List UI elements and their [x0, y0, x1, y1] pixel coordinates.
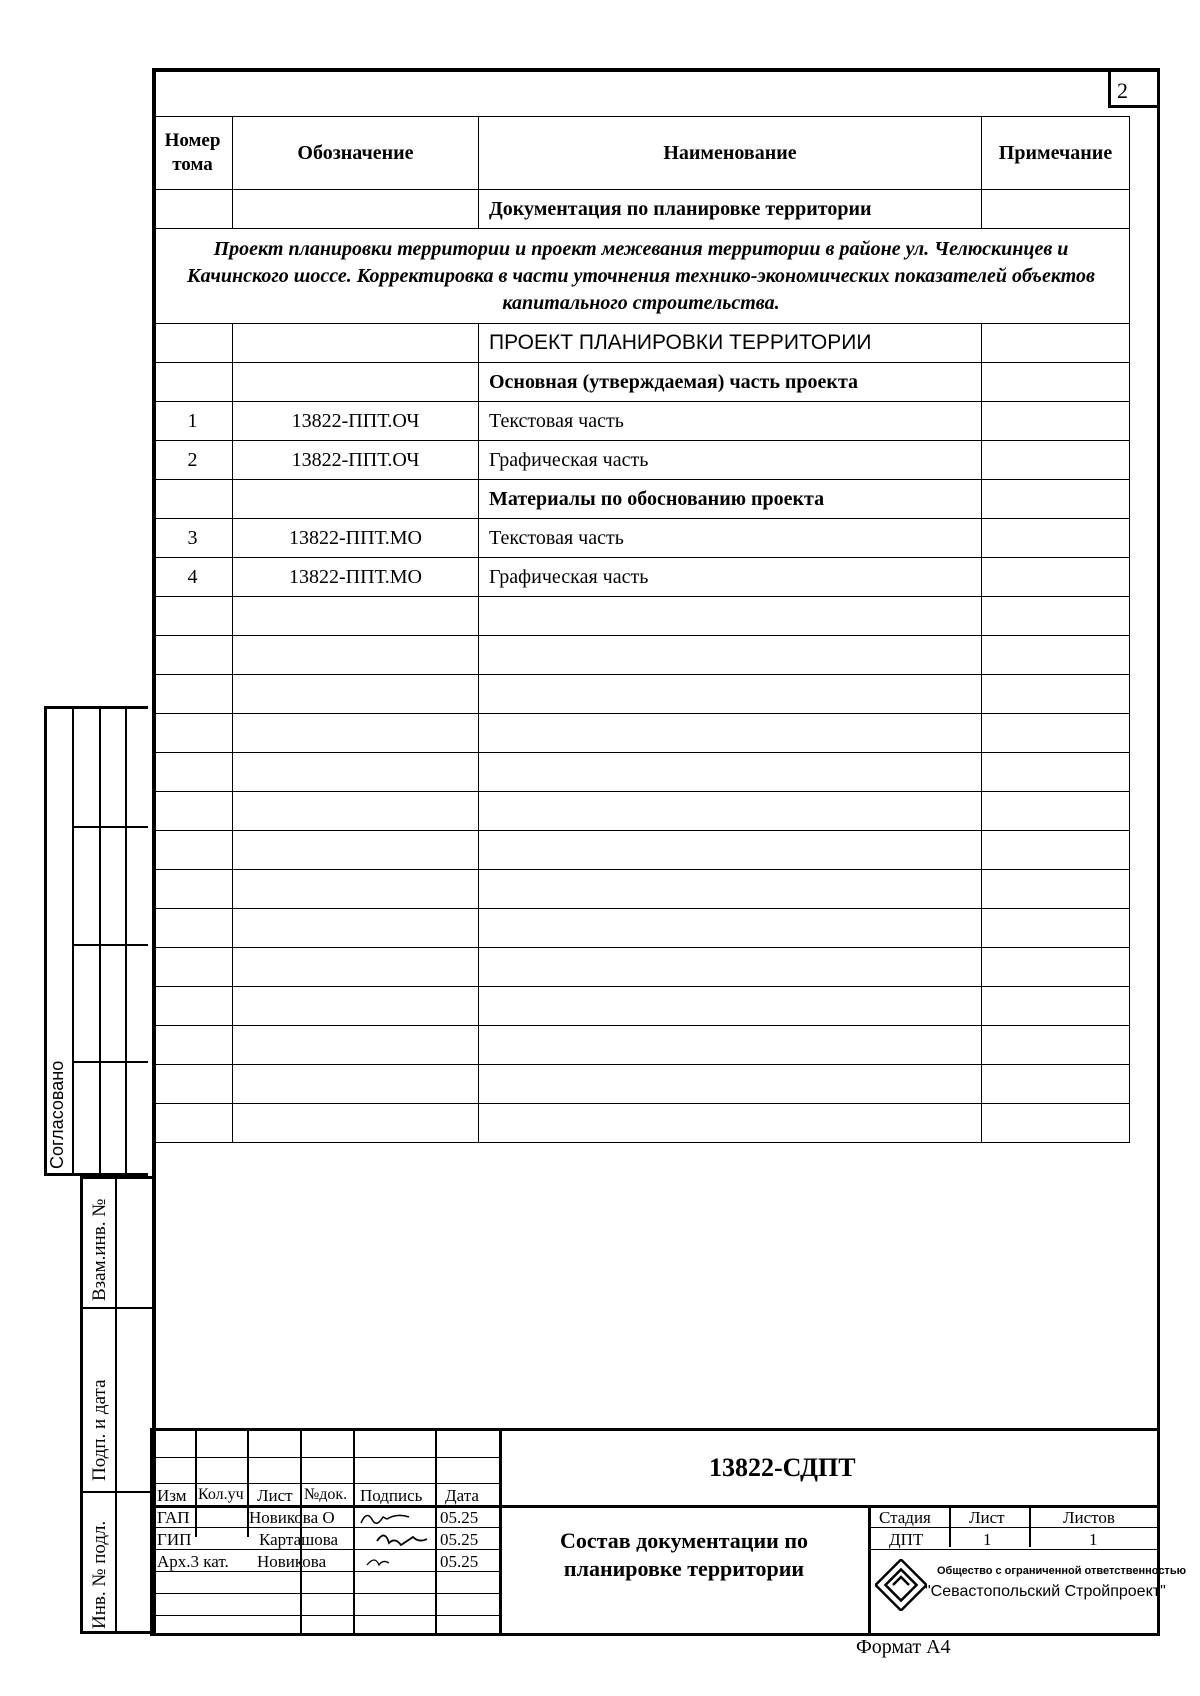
col-doc: №док. [304, 1486, 348, 1503]
empty-cell [982, 1065, 1130, 1104]
empty-cell [233, 792, 479, 831]
sheets-label: Листов [1063, 1508, 1115, 1527]
header-name: Наименование [479, 117, 982, 190]
agreed-label: Согласовано [47, 1060, 67, 1169]
cell-note [982, 363, 1130, 402]
org-type: Общество с ограниченной ответственностью [937, 1565, 1186, 1577]
empty-cell [982, 753, 1130, 792]
inventory-stamps [80, 1176, 152, 1634]
cell-volume [153, 480, 233, 519]
empty-cell [982, 1026, 1130, 1065]
col-change: Изм [157, 1486, 187, 1505]
cell-designation [233, 363, 479, 402]
empty-cell [479, 870, 982, 909]
cell-volume: 2 [153, 441, 233, 480]
table-row-empty [153, 948, 1130, 987]
table-row-empty [153, 714, 1130, 753]
empty-cell [982, 948, 1130, 987]
cell-note [982, 480, 1130, 519]
empty-cell [233, 1026, 479, 1065]
empty-cell [233, 870, 479, 909]
empty-cell [233, 1104, 479, 1143]
header-note: Примечание [982, 117, 1130, 190]
cell-designation: 13822-ППТ.МО [233, 519, 479, 558]
cell-name: Текстовая часть [479, 519, 982, 558]
table-row [153, 441, 1130, 480]
empty-cell [233, 909, 479, 948]
cell-name: Текстовая часть [479, 402, 982, 441]
col-qty: Кол.уч [198, 1486, 244, 1503]
person-date: 05.25 [440, 1530, 479, 1549]
cell-name: Графическая часть [479, 558, 982, 597]
empty-cell [153, 1026, 233, 1065]
person-role: Арх.3 кат. [157, 1552, 229, 1571]
col-sheet: Лист [257, 1486, 293, 1505]
empty-cell [982, 636, 1130, 675]
section-title: Документация по планировке территории [479, 190, 982, 229]
person-date: 05.25 [440, 1508, 479, 1527]
table-row-empty [153, 1026, 1130, 1065]
empty-cell [479, 1104, 982, 1143]
empty-cell [153, 1104, 233, 1143]
empty-cell [479, 987, 982, 1026]
empty-cell [153, 636, 233, 675]
cell-designation [233, 480, 479, 519]
table-row-empty [153, 792, 1130, 831]
empty-cell [153, 831, 233, 870]
cell-volume [153, 363, 233, 402]
cell-designation: 13822-ППТ.МО [233, 558, 479, 597]
empty-cell [479, 831, 982, 870]
cell-volume [153, 324, 233, 363]
table-row-empty [153, 870, 1130, 909]
empty-cell [153, 675, 233, 714]
empty-cell [982, 909, 1130, 948]
empty-cell [982, 987, 1130, 1026]
empty-cell [479, 714, 982, 753]
empty-cell [982, 714, 1130, 753]
org-name: "Севастопольский Стройпроект" [925, 1583, 1166, 1600]
table-row [153, 402, 1130, 441]
empty-cell [233, 753, 479, 792]
header-designation: Обозначение [233, 117, 479, 190]
cell-designation: 13822-ППТ.ОЧ [233, 402, 479, 441]
empty-cell [233, 948, 479, 987]
company-logo-icon [875, 1559, 927, 1611]
empty-cell [479, 792, 982, 831]
table-row [153, 363, 1130, 402]
empty-cell [153, 714, 233, 753]
empty-cell [153, 909, 233, 948]
section-row [153, 190, 1130, 229]
person-role: ГИП [157, 1530, 192, 1549]
cell-note [982, 558, 1130, 597]
person-role: ГАП [157, 1508, 190, 1527]
sheet-value: 1 [983, 1530, 992, 1549]
document-code: 13822-СДПТ [709, 1453, 856, 1482]
empty-cell [153, 597, 233, 636]
sheet-label: Лист [969, 1508, 1005, 1527]
inv-orig-label: Инв. № подл. [89, 1520, 110, 1629]
person-name: Новикова [257, 1552, 327, 1571]
table-row-empty [153, 831, 1130, 870]
empty-cell [982, 792, 1130, 831]
empty-cell [233, 636, 479, 675]
empty-cell [233, 831, 479, 870]
table-row [153, 558, 1130, 597]
cell-name: Материалы по обоснованию проекта [479, 480, 982, 519]
empty-cell [479, 909, 982, 948]
person-name: Карташова [259, 1530, 339, 1549]
cell-note [982, 519, 1130, 558]
sheets-value: 1 [1089, 1530, 1098, 1549]
col-date: Дата [445, 1486, 479, 1505]
person-name: Новикова О [249, 1508, 335, 1527]
cell-volume: 4 [153, 558, 233, 597]
cell-note [982, 402, 1130, 441]
empty-cell [982, 831, 1130, 870]
table-row-empty [153, 987, 1130, 1026]
signatures [357, 1507, 433, 1573]
cell-name: ПРОЕКТ ПЛАНИРОВКИ ТЕРРИТОРИИ [479, 324, 982, 363]
empty-cell [479, 1026, 982, 1065]
cell-designation: 13822-ППТ.ОЧ [233, 441, 479, 480]
empty-cell [982, 597, 1130, 636]
table-row [153, 480, 1130, 519]
empty-cell [233, 675, 479, 714]
empty-cell [233, 1065, 479, 1104]
empty-cell [153, 1065, 233, 1104]
table-row-empty [153, 636, 1130, 675]
stage-value: ДПТ [889, 1530, 924, 1549]
agreed-stamp [44, 706, 148, 1176]
document-title: Состав документации по планировке территории [559, 1528, 808, 1581]
person-date: 05.25 [440, 1552, 479, 1571]
empty-cell [479, 636, 982, 675]
table-row-empty [153, 675, 1130, 714]
empty-cell [153, 870, 233, 909]
empty-cell [982, 870, 1130, 909]
inv-replace-label: Взам.инв. № [89, 1198, 110, 1301]
empty-cell [479, 948, 982, 987]
empty-cell [479, 675, 982, 714]
empty-cell [479, 597, 982, 636]
empty-cell [233, 714, 479, 753]
sheet-number: 2 [1108, 68, 1160, 108]
table-row [153, 324, 1130, 363]
table-row-empty [153, 1104, 1130, 1143]
cell-name: Графическая часть [479, 441, 982, 480]
empty-cell [153, 792, 233, 831]
stage-label: Стадия [879, 1508, 931, 1527]
col-signature: Подпись [360, 1486, 423, 1505]
table-row-empty [153, 597, 1130, 636]
empty-cell [233, 597, 479, 636]
title-block [150, 1428, 1186, 1636]
empty-cell [982, 1104, 1130, 1143]
table-header [153, 117, 1130, 190]
cell-designation [233, 324, 479, 363]
cell-volume: 1 [153, 402, 233, 441]
format-label: Формат А4 [856, 1636, 951, 1658]
empty-cell [233, 987, 479, 1026]
cell-name: Основная (утверждаемая) часть проекта [479, 363, 982, 402]
empty-cell [153, 753, 233, 792]
empty-cell [479, 753, 982, 792]
empty-cell [479, 1065, 982, 1104]
project-title: Проект планировки территории и проект межевания территории в районе ул. Челюскинцев и Качинского шоссе. Корректировка в части уточнения технико-экономических показателей объектов капитального строительства. [153, 229, 1130, 324]
cell-note [982, 441, 1130, 480]
empty-cell [153, 987, 233, 1026]
table-row-empty [153, 909, 1130, 948]
table-row [153, 519, 1130, 558]
project-title-row [153, 229, 1130, 324]
cell-note [982, 324, 1130, 363]
sign-date-label: Подп. и дата [89, 1379, 110, 1481]
header-volume: Номер тома [153, 117, 233, 190]
empty-cell [982, 675, 1130, 714]
empty-cell [153, 948, 233, 987]
table-row-empty [153, 753, 1130, 792]
table-row-empty [153, 1065, 1130, 1104]
documents-table [152, 116, 1130, 1143]
cell-volume: 3 [153, 519, 233, 558]
